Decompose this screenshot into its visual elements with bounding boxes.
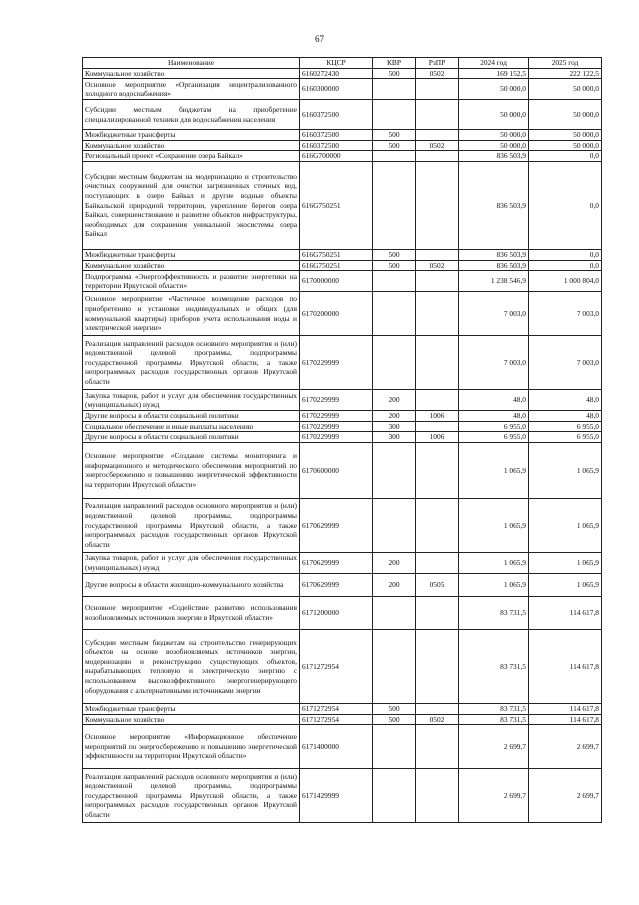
row-2025-cell: 114 617,8	[529, 596, 602, 629]
row-2025-cell: 50 000,0	[529, 100, 602, 130]
table-row	[83, 421, 602, 432]
column-header-rzpr: РзПР	[416, 58, 459, 69]
row-2024-cell: 83 731,5	[459, 596, 529, 629]
row-kvr-cell	[373, 100, 416, 130]
table-row	[83, 100, 602, 130]
row-2025-cell: 6 955,0	[529, 432, 602, 443]
row-2025-cell: 6 955,0	[529, 421, 602, 432]
row-rzpr-cell	[416, 390, 459, 411]
row-rzpr-cell	[416, 292, 459, 336]
row-kcsr-cell: 6171272954	[300, 703, 373, 714]
row-name-cell: Основное мероприятие «Создание системы мониторинга и информационного и методического обеспечения мероприятий по энергосбережению и повышению энергетической эффективности на территории Иркутской области»	[83, 442, 300, 498]
table-row	[83, 249, 602, 260]
row-2024-cell: 1 065,9	[459, 442, 529, 498]
row-2025-cell: 7 003,0	[529, 336, 602, 390]
table-row	[83, 703, 602, 714]
row-rzpr-cell	[416, 498, 459, 552]
row-rzpr-cell: 0502	[416, 68, 459, 79]
row-2025-cell: 114 617,8	[529, 629, 602, 703]
row-name-cell: Основное мероприятие «Содействие развитию использования возобновляемых источников энергии в Иркутской области»	[83, 596, 300, 629]
row-kvr-cell	[373, 725, 416, 769]
row-2024-cell: 6 955,0	[459, 432, 529, 443]
row-2024-cell: 836 503,9	[459, 260, 529, 271]
row-kvr-cell	[373, 336, 416, 390]
row-rzpr-cell: 1006	[416, 432, 459, 443]
row-kvr-cell: 200	[373, 411, 416, 422]
row-kvr-cell: 200	[373, 390, 416, 411]
row-kcsr-cell: 6171200000	[300, 596, 373, 629]
table-row	[83, 432, 602, 443]
row-kcsr-cell: 6170629999	[300, 573, 373, 596]
row-2025-cell: 1 065,9	[529, 573, 602, 596]
row-kcsr-cell: 6170600000	[300, 442, 373, 498]
table-row	[83, 714, 602, 725]
row-name-cell: Социальное обеспечение и иные выплаты населению	[83, 421, 300, 432]
row-name-cell: Межбюджетные трансферты	[83, 703, 300, 714]
row-2024-cell: 2 699,7	[459, 725, 529, 769]
row-rzpr-cell	[416, 629, 459, 703]
row-kvr-cell	[373, 442, 416, 498]
row-kcsr-cell: 616G700000	[300, 151, 373, 162]
row-rzpr-cell: 0502	[416, 714, 459, 725]
table-row	[83, 769, 602, 823]
row-kcsr-cell: 6170229999	[300, 390, 373, 411]
row-kvr-cell	[373, 596, 416, 629]
row-kcsr-cell: 6170629999	[300, 552, 373, 573]
row-name-cell: Субсидии местным бюджетам на приобретение специализированной техники для водоснабжения населения	[83, 100, 300, 130]
row-kvr-cell: 300	[373, 432, 416, 443]
row-rzpr-cell	[416, 79, 459, 100]
row-2025-cell: 222 122,5	[529, 68, 602, 79]
table-row	[83, 596, 602, 629]
row-rzpr-cell: 0505	[416, 573, 459, 596]
row-2025-cell: 0,0	[529, 260, 602, 271]
row-kcsr-cell: 6170229999	[300, 421, 373, 432]
row-kcsr-cell: 6170229999	[300, 432, 373, 443]
row-kcsr-cell: 6171272954	[300, 714, 373, 725]
table-row	[83, 498, 602, 552]
row-kcsr-cell: 6160272430	[300, 68, 373, 79]
row-2024-cell: 50 000,0	[459, 130, 529, 141]
row-2024-cell: 836 503,9	[459, 151, 529, 162]
row-name-cell: Другие вопросы в области социальной политики	[83, 411, 300, 422]
row-kvr-cell: 200	[373, 552, 416, 573]
row-2025-cell: 2 699,7	[529, 769, 602, 823]
row-2025-cell: 2 699,7	[529, 725, 602, 769]
row-2025-cell: 1 065,9	[529, 552, 602, 573]
row-name-cell: Другие вопросы в области жилищно-коммунального хозяйства	[83, 573, 300, 596]
row-2024-cell: 50 000,0	[459, 140, 529, 151]
row-kcsr-cell: 6160372500	[300, 100, 373, 130]
row-2024-cell: 83 731,5	[459, 629, 529, 703]
row-rzpr-cell	[416, 100, 459, 130]
row-rzpr-cell	[416, 596, 459, 629]
row-kcsr-cell: 6170229999	[300, 336, 373, 390]
table-row	[83, 68, 602, 79]
table-row	[83, 292, 602, 336]
row-kvr-cell	[373, 79, 416, 100]
row-name-cell: Реализация направлений расходов основного мероприятия и (или) ведомственной целевой программы, подпрограммы государственной программы Иркутской области, а также непрограммных расходов государственных органов Иркутской области	[83, 498, 300, 552]
table-header-row	[83, 58, 602, 69]
row-rzpr-cell	[416, 442, 459, 498]
row-kcsr-cell: 6171272954	[300, 629, 373, 703]
table-row	[83, 411, 602, 422]
column-header-name: Наименование	[83, 58, 300, 69]
table-row	[83, 271, 602, 292]
row-rzpr-cell	[416, 249, 459, 260]
table-row	[83, 79, 602, 100]
row-rzpr-cell	[416, 130, 459, 141]
row-kcsr-cell: 616G750251	[300, 249, 373, 260]
row-2024-cell: 1 065,9	[459, 498, 529, 552]
budget-table	[82, 57, 602, 823]
table-row	[83, 260, 602, 271]
row-2025-cell: 50 000,0	[529, 130, 602, 141]
row-kvr-cell: 500	[373, 703, 416, 714]
row-kvr-cell: 300	[373, 421, 416, 432]
row-kvr-cell	[373, 769, 416, 823]
row-rzpr-cell	[416, 271, 459, 292]
row-name-cell: Субсидии местным бюджетам на строительство генерирующих объектов на основе возобновляемых источников энергии, модернизацию и реконструкцию существующих объектов, вырабатывающих тепловую и электрическую энергию с использованием высокоэффективного энергогенерирующего оборудования с альтернативными источниками энергии	[83, 629, 300, 703]
row-kcsr-cell: 6170000000	[300, 271, 373, 292]
row-2024-cell: 83 731,5	[459, 714, 529, 725]
row-2025-cell: 7 003,0	[529, 292, 602, 336]
row-kvr-cell	[373, 498, 416, 552]
row-name-cell: Основное мероприятие «Организация нецентрализованного холодного водоснабжения»	[83, 79, 300, 100]
row-rzpr-cell	[416, 151, 459, 162]
row-name-cell: Субсидии местным бюджетам на модернизацию и строительство очистных сооружений для очистки загрязненных сточных вод, поступающих в озеро Байкал и другие водные объекты Байкальской природной территории, укрепление берегов озера Байкал, совершенствование и развитие объектов инфраструктуры, необходимых для сохранения уникальной экосистемы озера Байкал	[83, 161, 300, 249]
row-2024-cell: 2 699,7	[459, 769, 529, 823]
row-kvr-cell: 500	[373, 130, 416, 141]
table-row	[83, 130, 602, 141]
row-name-cell: Коммунальное хозяйство	[83, 260, 300, 271]
row-rzpr-cell	[416, 161, 459, 249]
row-name-cell: Реализация направлений расходов основного мероприятия и (или) ведомственной целевой программы, подпрограммы государственной программы Иркутской области, а также непрограммных расходов государственных органов Иркутской области	[83, 769, 300, 823]
row-name-cell: Региональный проект «Сохранение озера Байкал»	[83, 151, 300, 162]
row-kcsr-cell: 6171429999	[300, 769, 373, 823]
table-row	[83, 573, 602, 596]
row-kcsr-cell: 6170629999	[300, 498, 373, 552]
row-rzpr-cell	[416, 769, 459, 823]
row-kcsr-cell: 6170229999	[300, 411, 373, 422]
row-2025-cell: 50 000,0	[529, 79, 602, 100]
row-kvr-cell	[373, 161, 416, 249]
row-2025-cell: 114 617,8	[529, 703, 602, 714]
row-rzpr-cell	[416, 552, 459, 573]
table-row	[83, 552, 602, 573]
row-2025-cell: 1 065,9	[529, 498, 602, 552]
row-rzpr-cell	[416, 725, 459, 769]
row-2024-cell: 836 503,9	[459, 161, 529, 249]
row-kcsr-cell: 616G750251	[300, 260, 373, 271]
row-2025-cell: 48,0	[529, 411, 602, 422]
row-2024-cell: 83 731,5	[459, 703, 529, 714]
table-row	[83, 161, 602, 249]
row-2024-cell: 6 955,0	[459, 421, 529, 432]
row-2024-cell: 836 503,9	[459, 249, 529, 260]
row-name-cell: Подпрограмма «Энергоэффективность и развитие энергетики на территории Иркутской области»	[83, 271, 300, 292]
row-kcsr-cell: 6160372500	[300, 140, 373, 151]
table-row	[83, 629, 602, 703]
table-body	[83, 68, 602, 823]
row-kvr-cell: 500	[373, 140, 416, 151]
row-2025-cell: 0,0	[529, 161, 602, 249]
row-2024-cell: 50 000,0	[459, 79, 529, 100]
row-kvr-cell	[373, 151, 416, 162]
row-name-cell: Межбюджетные трансферты	[83, 249, 300, 260]
row-name-cell: Закупка товаров, работ и услуг для обеспечения государственных (муниципальных) нужд	[83, 390, 300, 411]
row-rzpr-cell: 1006	[416, 411, 459, 422]
row-kcsr-cell: 6170200000	[300, 292, 373, 336]
row-kvr-cell: 500	[373, 68, 416, 79]
row-kvr-cell: 500	[373, 249, 416, 260]
row-kcsr-cell: 6160300000	[300, 79, 373, 100]
row-2024-cell: 169 152,5	[459, 68, 529, 79]
row-2025-cell: 0,0	[529, 151, 602, 162]
row-2025-cell: 1 000 804,0	[529, 271, 602, 292]
row-kvr-cell	[373, 292, 416, 336]
table-row	[83, 390, 602, 411]
row-name-cell: Реализация направлений расходов основного мероприятия и (или) ведомственной целевой программы, подпрограммы государственной программы Иркутской области, а также непрограммных расходов государственных органов Иркутской области	[83, 336, 300, 390]
table-row	[83, 336, 602, 390]
row-2025-cell: 50 000,0	[529, 140, 602, 151]
row-2024-cell: 48,0	[459, 390, 529, 411]
row-2025-cell: 114 617,8	[529, 714, 602, 725]
row-kvr-cell: 200	[373, 573, 416, 596]
column-header-2024: 2024 год	[459, 58, 529, 69]
row-name-cell: Закупка товаров, работ и услуг для обеспечения государственных (муниципальных) нужд	[83, 552, 300, 573]
row-kvr-cell: 500	[373, 260, 416, 271]
column-header-kvr: КВР	[373, 58, 416, 69]
row-name-cell: Коммунальное хозяйство	[83, 714, 300, 725]
row-rzpr-cell: 0502	[416, 140, 459, 151]
row-2024-cell: 1 065,9	[459, 573, 529, 596]
row-kvr-cell	[373, 271, 416, 292]
row-2024-cell: 1 065,9	[459, 552, 529, 573]
row-rzpr-cell: 0502	[416, 260, 459, 271]
row-kvr-cell	[373, 629, 416, 703]
table-row	[83, 140, 602, 151]
table-row	[83, 725, 602, 769]
row-kcsr-cell: 6171400000	[300, 725, 373, 769]
row-rzpr-cell	[416, 336, 459, 390]
row-2024-cell: 1 238 546,9	[459, 271, 529, 292]
row-2025-cell: 0,0	[529, 249, 602, 260]
row-name-cell: Коммунальное хозяйство	[83, 68, 300, 79]
column-header-2025: 2025 год	[529, 58, 602, 69]
row-2024-cell: 50 000,0	[459, 100, 529, 130]
table-row	[83, 442, 602, 498]
row-2024-cell: 48,0	[459, 411, 529, 422]
table-row	[83, 151, 602, 162]
row-rzpr-cell	[416, 703, 459, 714]
column-header-kcsr: КЦСР	[300, 58, 373, 69]
row-name-cell: Межбюджетные трансферты	[83, 130, 300, 141]
row-name-cell: Другие вопросы в области социальной политики	[83, 432, 300, 443]
page-number: 67	[315, 34, 324, 44]
row-name-cell: Основное мероприятие «Информационное обеспечение мероприятий по энергосбережению и повышению энергетической эффективности на территории Иркутской области»	[83, 725, 300, 769]
row-2025-cell: 1 065,9	[529, 442, 602, 498]
row-2024-cell: 7 003,0	[459, 336, 529, 390]
row-kcsr-cell: 616G750251	[300, 161, 373, 249]
row-name-cell: Основное мероприятие «Частичное возмещение расходов по приобретению и установке индивидуальных и общих (для коммунальной квартиры) приборов учета использования воды и электрической энергии»	[83, 292, 300, 336]
row-name-cell: Коммунальное хозяйство	[83, 140, 300, 151]
row-rzpr-cell	[416, 421, 459, 432]
row-kvr-cell: 500	[373, 714, 416, 725]
row-2024-cell: 7 003,0	[459, 292, 529, 336]
row-2025-cell: 48,0	[529, 390, 602, 411]
row-kcsr-cell: 6160372500	[300, 130, 373, 141]
